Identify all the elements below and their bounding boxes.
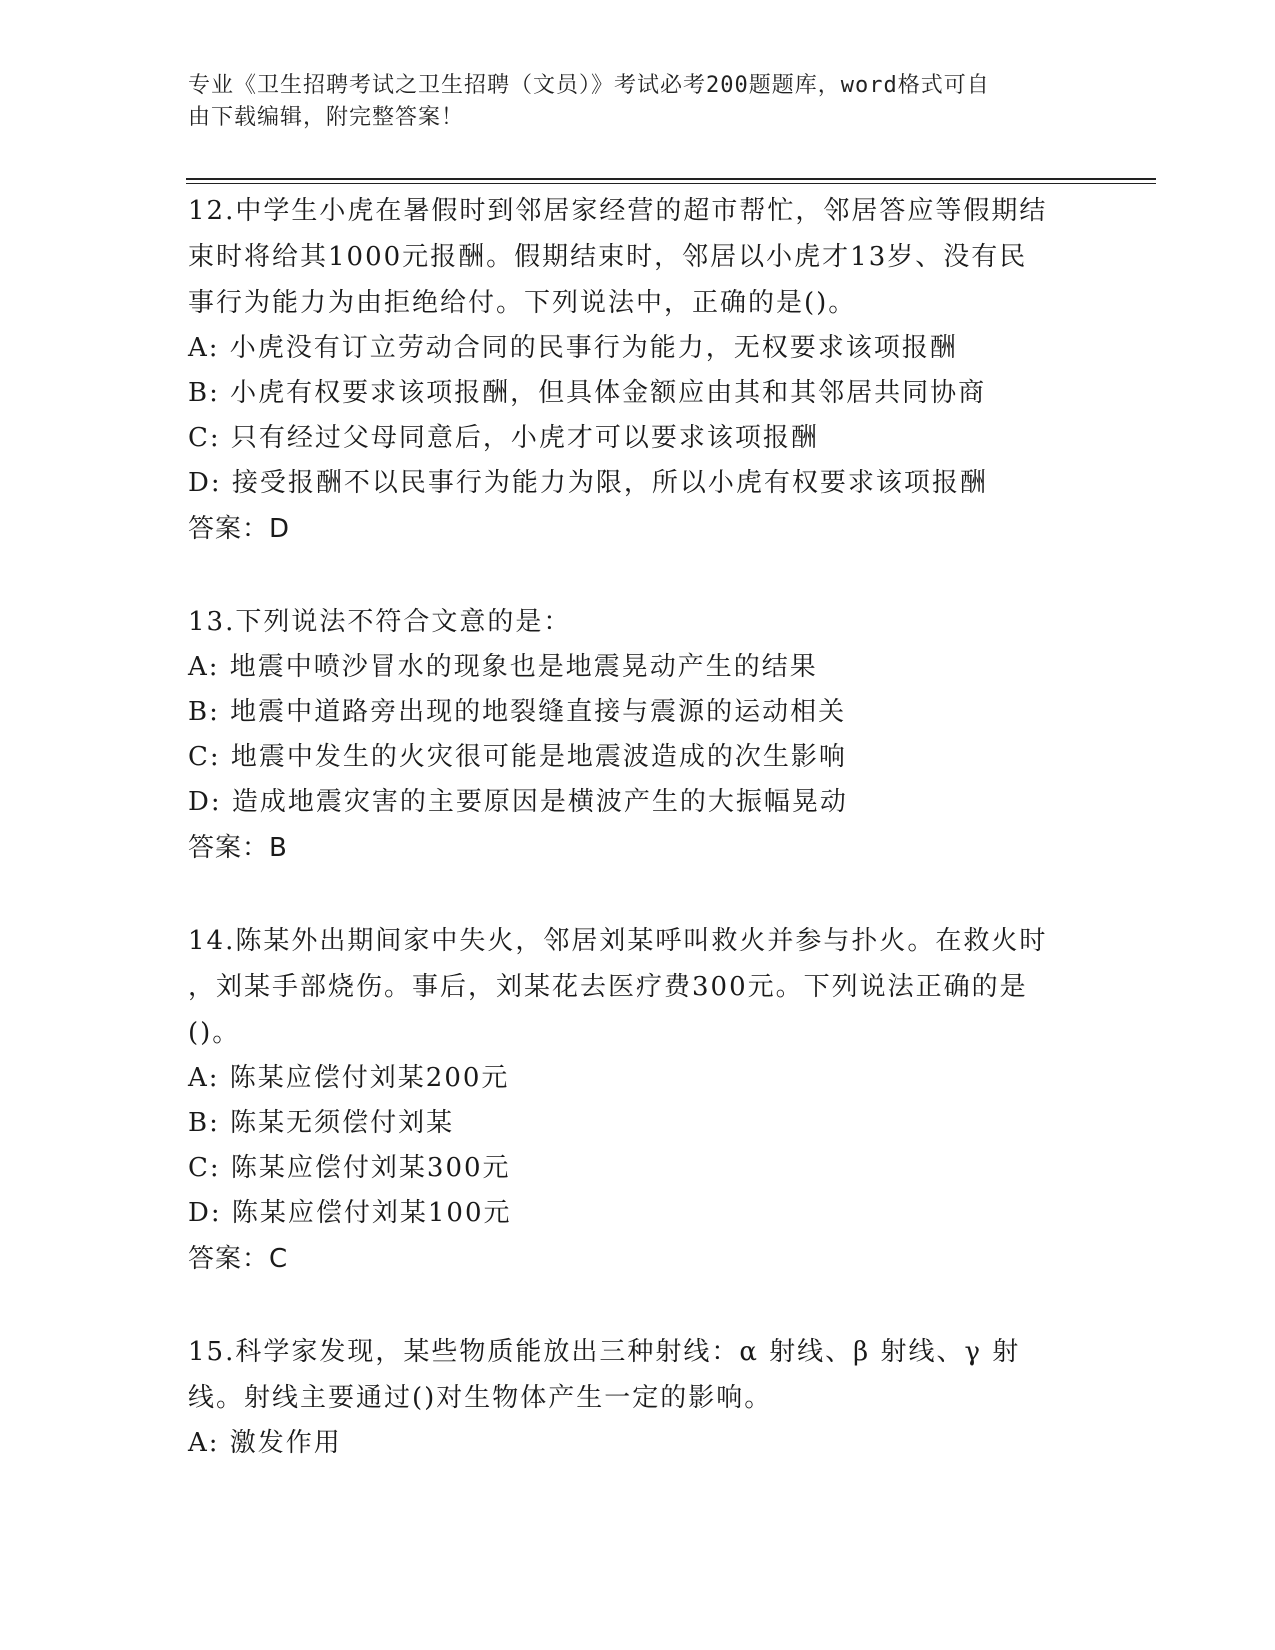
question-13 bbox=[188, 599, 1088, 871]
question-stem-line: 15.科学家发现，某些物质能放出三种射线：α 射线、β 射线、γ 射 bbox=[188, 1337, 1021, 1367]
option-a: A: 陈某应偿付刘某200元 bbox=[188, 1063, 510, 1093]
question-list bbox=[188, 188, 1088, 1513]
option-b: B: 小虎有权要求该项报酬，但具体金额应由其和其邻居共同协商 bbox=[188, 378, 987, 408]
option-c: C: 只有经过父母同意后，小虎才可以要求该项报酬 bbox=[188, 423, 819, 453]
option-d: D: 陈某应偿付刘某100元 bbox=[188, 1198, 512, 1228]
answer-label: 答案：B bbox=[188, 833, 288, 863]
option-c: C: 地震中发生的火灾很可能是地震波造成的次生影响 bbox=[188, 742, 847, 772]
header-divider-thick bbox=[186, 178, 1156, 180]
question-12 bbox=[188, 188, 1088, 552]
question-15 bbox=[188, 1329, 1088, 1466]
question-stem-line: 14.陈某外出期间家中失火，邻居刘某呼叫救火并参与扑火。在救火时 bbox=[188, 926, 1048, 956]
header-line-1: 专业《卫生招聘考试之卫生招聘（文员）》考试必考200题题库，word格式可自 bbox=[188, 73, 990, 98]
option-a: A: 激发作用 bbox=[188, 1428, 342, 1458]
answer-label: 答案：D bbox=[188, 514, 291, 544]
option-a: A: 小虎没有订立劳动合同的民事行为能力，无权要求该项报酬 bbox=[188, 333, 958, 363]
question-stem-line: ()。 bbox=[188, 1018, 241, 1048]
header-divider-thin bbox=[186, 183, 1156, 184]
question-stem-line: ，刘某手部烧伤。事后，刘某花去医疗费300元。下列说法正确的是 bbox=[188, 972, 1028, 1002]
answer-label: 答案：C bbox=[188, 1244, 289, 1274]
option-d: D: 接受报酬不以民事行为能力为限，所以小虎有权要求该项报酬 bbox=[188, 468, 988, 498]
document-header bbox=[188, 70, 1068, 134]
header-line-2: 由下载编辑，附完整答案！ bbox=[188, 105, 465, 130]
question-14 bbox=[188, 918, 1088, 1282]
option-a: A: 地震中喷沙冒水的现象也是地震晃动产生的结果 bbox=[188, 652, 818, 682]
question-stem-line: 12.中学生小虎在暑假时到邻居家经营的超市帮忙，邻居答应等假期结 bbox=[188, 196, 1048, 226]
option-c: C: 陈某应偿付刘某300元 bbox=[188, 1153, 511, 1183]
option-d: D: 造成地震灾害的主要原因是横波产生的大振幅晃动 bbox=[188, 787, 848, 817]
question-stem-line: 束时将给其1000元报酬。假期结束时，邻居以小虎才13岁、没有民 bbox=[188, 242, 1028, 272]
question-stem-line: 线。射线主要通过()对生物体产生一定的影响。 bbox=[188, 1383, 773, 1413]
option-b: B: 地震中道路旁出现的地裂缝直接与震源的运动相关 bbox=[188, 697, 847, 727]
question-stem-line: 事行为能力为由拒绝给付。下列说法中，正确的是()。 bbox=[188, 288, 857, 318]
option-b: B: 陈某无须偿付刘某 bbox=[188, 1108, 455, 1138]
question-stem-line: 13.下列说法不符合文意的是： bbox=[188, 607, 572, 637]
